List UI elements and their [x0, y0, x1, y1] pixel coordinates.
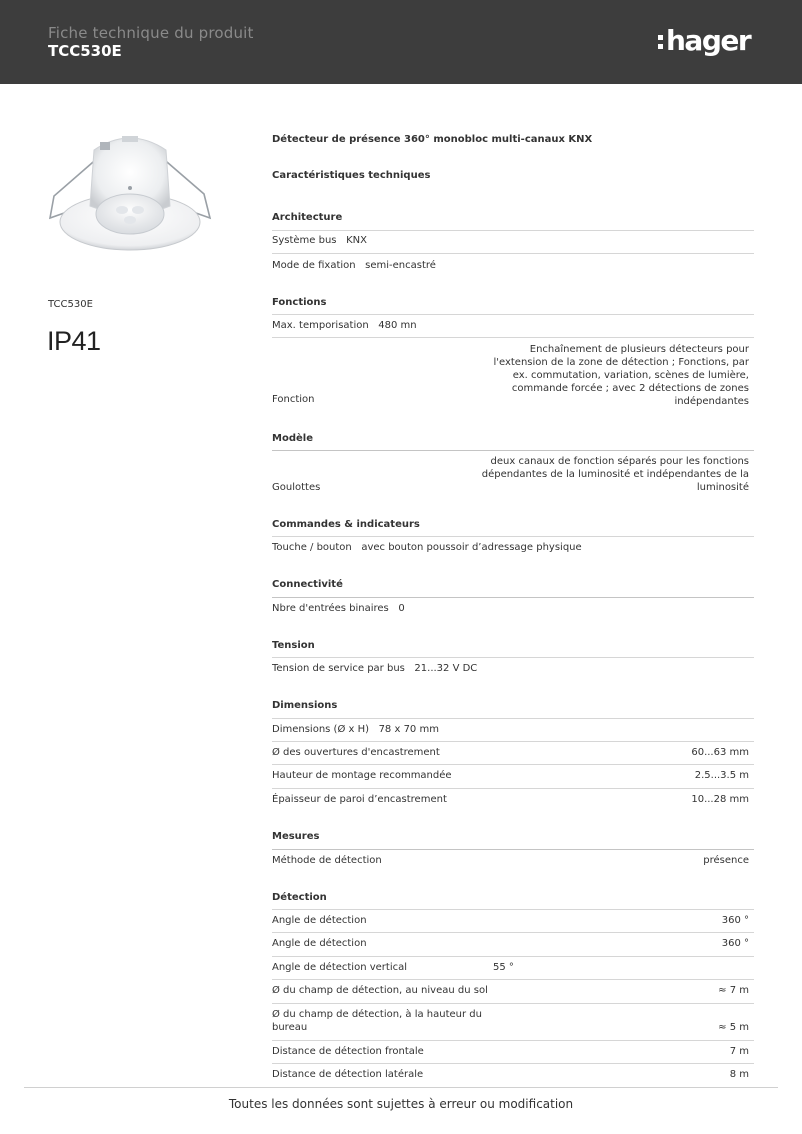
row-divider [272, 657, 754, 658]
hager-logo [658, 22, 750, 58]
spec-label: Goulottes [272, 482, 321, 493]
spec-value: 7 m [729, 1046, 749, 1057]
row-divider [272, 979, 754, 980]
spec-label: Angle de détection [272, 938, 367, 949]
spec-value: 360 ° [721, 915, 749, 926]
spec-value: 8 m [729, 1069, 749, 1080]
section-title-dimensions: Dimensions [272, 700, 338, 711]
spec-row [272, 260, 436, 271]
spec-label: Touche / bouton [272, 542, 352, 553]
section-title-tension: Tension [272, 640, 315, 651]
spec-value-line: ex. commutation, variation, scènes de lumière, [512, 370, 749, 381]
footer-divider [24, 1087, 778, 1088]
spec-row [272, 663, 477, 674]
ip-rating: IP41 [47, 326, 101, 356]
row-divider [272, 230, 754, 231]
spec-value: 360 ° [721, 938, 749, 949]
header-subtitle: Fiche technique du produit [48, 24, 254, 42]
spec-label: Hauteur de montage recommandée [272, 770, 452, 781]
spec-value: 60...63 mm [691, 747, 749, 758]
row-divider [272, 849, 754, 850]
spec-label: Dimensions (Ø x H) [272, 724, 370, 735]
row-divider [272, 450, 754, 451]
row-divider [272, 1003, 754, 1004]
spec-value: 2.5...3.5 m [694, 770, 749, 781]
section-title-mesures: Mesures [272, 831, 320, 842]
row-divider [272, 536, 754, 537]
row-divider [272, 909, 754, 910]
spec-label: Nbre d'entrées binaires [272, 603, 389, 614]
spec-label: Ø du champ de détection, à la hauteur du bureau [272, 1009, 482, 1033]
section-title-connectivite: Connectivité [272, 579, 343, 590]
spec-label: Angle de détection vertical [272, 962, 408, 973]
spec-value-line: indépendantes [674, 396, 749, 407]
row-divider [272, 764, 754, 765]
section-title-commandes: Commandes & indicateurs [272, 519, 420, 530]
row-divider [272, 718, 754, 719]
spec-value: 10...28 mm [691, 794, 749, 805]
row-divider [272, 597, 754, 598]
section-title-architecture: Architecture [272, 212, 343, 223]
spec-row [272, 603, 405, 614]
row-divider [272, 956, 754, 957]
spec-value-line: commande forcée ; avec 2 détections de zones [511, 383, 749, 394]
spec-label: Système bus [272, 235, 337, 246]
spec-label: Épaisseur de paroi d’encastrement [272, 794, 447, 805]
spec-value: présence [703, 855, 749, 866]
characteristics-title: Caractéristiques techniques [272, 170, 431, 181]
logo-text: hager [666, 23, 751, 57]
spec-label: Fonction [272, 394, 315, 405]
row-divider [272, 932, 754, 933]
product-title: Détecteur de présence 360° monobloc multi-canaux KNX [272, 134, 593, 145]
spec-row [272, 320, 417, 331]
spec-label: Max. temporisation [272, 320, 369, 331]
page-header [0, 0, 802, 84]
footer-disclaimer: Toutes les données sont sujettes à erreur ou modification [228, 1097, 574, 1111]
row-divider [272, 314, 754, 315]
spec-label: Ø des ouvertures d'encastrement [272, 747, 440, 758]
spec-value-line: luminosité [696, 482, 749, 493]
header-title: TCC530E [48, 42, 122, 60]
spec-value: semi-encastré [365, 260, 436, 271]
spec-value-line: dépendantes de la luminosité et indépendantes de la [481, 469, 749, 480]
spec-row [272, 235, 367, 246]
section-title-modele: Modèle [272, 433, 313, 444]
logo-dots-icon [658, 35, 663, 49]
spec-value-block [493, 343, 749, 408]
spec-value-block [482, 455, 749, 494]
spec-value: avec bouton poussoir d’adressage physique [361, 542, 582, 553]
spec-value: 55 ° [493, 962, 514, 973]
row-divider [272, 741, 754, 742]
spec-row [272, 542, 582, 553]
spec-value: 480 mn [378, 320, 417, 331]
row-divider [272, 337, 754, 338]
spec-label: Angle de détection [272, 915, 367, 926]
spec-label: Distance de détection frontale [272, 1046, 424, 1057]
spec-value: ≈ 7 m [718, 985, 749, 996]
row-divider [272, 1040, 754, 1041]
spec-label: Distance de détection latérale [272, 1069, 424, 1080]
section-title-detection: Détection [272, 892, 327, 903]
spec-value: 0 [398, 603, 405, 614]
spec-value: 21...32 V DC [414, 663, 478, 674]
spec-label: Ø du champ de détection, au niveau du sol [272, 985, 488, 996]
spec-value-line: Enchaînement de plusieurs détecteurs pour [529, 344, 749, 355]
row-divider [272, 253, 754, 254]
spec-value-line: l'extension de la zone de détection ; Fonctions, par [493, 357, 749, 368]
section-title-fonctions: Fonctions [272, 297, 327, 308]
spec-value-line: deux canaux de fonction séparés pour les fonctions [490, 456, 749, 467]
spec-value: ≈ 5 m [718, 1022, 749, 1033]
spec-label: Mode de fixation [272, 260, 356, 271]
spec-value: 78 x 70 mm [378, 724, 439, 735]
product-code: TCC530E [48, 299, 93, 310]
spec-row [272, 724, 439, 735]
product-image [44, 126, 216, 254]
row-divider [272, 788, 754, 789]
row-divider [272, 1063, 754, 1064]
spec-label: Tension de service par bus [272, 663, 405, 674]
spec-value: KNX [346, 235, 367, 246]
spec-label: Méthode de détection [272, 855, 382, 866]
